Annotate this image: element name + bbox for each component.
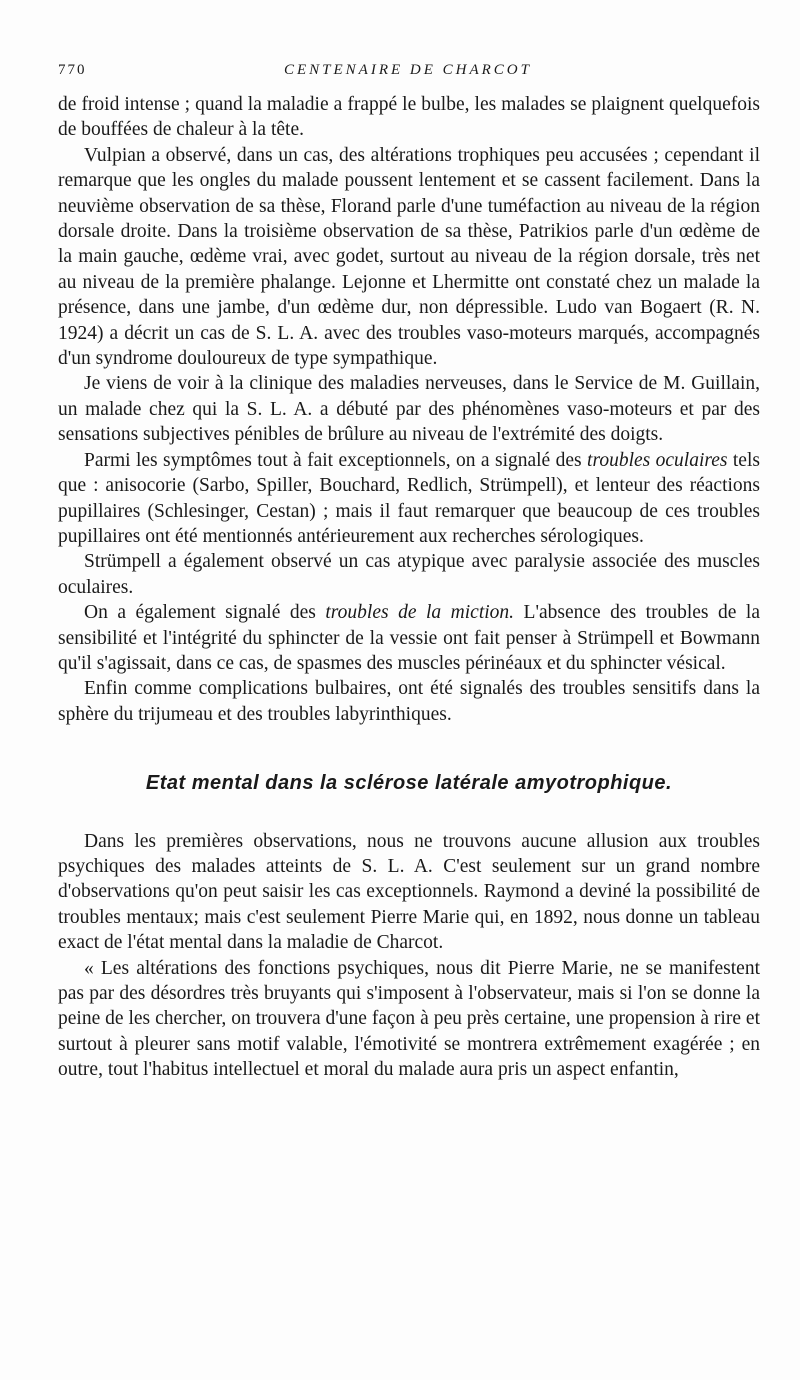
paragraph-4	[58, 448, 760, 550]
paragraph-9: « Les altérations des fonctions psychiques, nous dit Pierre Marie, ne se manifestent pas par des désordres très bruyants qui s'imposent à l'observateur, mais si l'on se donne la peine de les chercher, on trouvera d'une façon à peu près certaine, une propension à rire et surtout à pleurer sans motif valable, l'émotivité se montrera extrêmement exagérée ; en outre, tout l'habitus intellectuel et moral du malade aura pris un aspect enfantin,	[58, 957, 760, 1081]
paragraph-4-start: Parmi les symptômes tout à fait exceptionnels, on a signalé des	[84, 449, 588, 471]
paragraph-6-end: L'absence des troubles de la sensibilité et l'intégrité du sphincter de la vessie ont fait penser à Strümpell et Bowmann qu'il s'agissait, dans ce cas, de spasmes des muscles périnéaux et du sphincter vésical.	[58, 602, 760, 674]
paragraph-3: Je viens de voir à la clinique des maladies nerveuses, dans le Service de M. Guillain, un malade chez qui la S. L. A. a débuté par des phénomènes vaso-moteurs et par des sensations subjectives pénibles de brûlure au niveau de l'extrémité des doigts.	[58, 373, 760, 446]
paragraph-4-end: tels que : anisocorie (Sarbo, Spiller, Bouchard, Redlich, Strümpell), et lenteur des réactions pupillaires (Schlesinger, Cestan) ; mais il faut remarquer que beaucoup de ces troubles pupillaires ont été mentionnés antérieurement aux recherches sérologiques.	[58, 449, 760, 547]
paragraph-6-start: On a également signalé des	[84, 602, 326, 624]
running-head: CENTENAIRE DE CHARCOT	[283, 62, 532, 78]
paragraph-1: de froid intense ; quand la maladie a frappé le bulbe, les malades se plaignent quelquefois de bouffées de chaleur à la tête.	[58, 94, 760, 141]
paragraph-2: Vulpian a observé, dans un cas, des altérations trophiques peu accusées ; cependant il remarque que les ongles du malade poussent lentement et se cassent facilement. Dans la neuvième observation de sa thèse, Florand parle d'une tuméfaction au niveau de la région dorsale droite. Dans la troisième observation de sa thèse, Patrikios parle d'un œdème de la main gauche, œdème vrai, avec godet, surtout au niveau de la région dorsale, très net au niveau de la première phalange. Lejonne et Lhermitte ont constaté chez un malade la présence, dans une jambe, d'un œdème dur, non dépressible. Ludo van Bogaert (R. N. 1924) a décrit un cas de S. L. A. avec des troubles vaso-moteurs marqués, accompagnés d'un syndrome douloureux de type sympathique.	[58, 144, 760, 370]
paragraph-5: Strümpell a également observé un cas atypique avec paralysie associée des muscles oculaires.	[58, 551, 760, 598]
paragraph-6-emphasis: troubles de la miction.	[325, 602, 515, 624]
paragraph-7: Enfin comme complications bulbaires, ont été signalés des troubles sensitifs dans la sphère du trijumeau et des troubles labyrinthiques.	[58, 678, 760, 725]
body-text	[58, 92, 760, 1083]
paragraph-8: Dans les premières observations, nous ne trouvons aucune allusion aux troubles psychiques des malades atteints de S. L. A. C'est seulement sur un grand nombre d'observations qu'on peut saisir les cas exceptionnels. Raymond a deviné la possibilité de troubles mentaux; mais c'est seulement Pierre Marie qui, en 1892, nous donne un tableau exact de l'état mental dans la maladie de Charcot.	[58, 830, 760, 954]
section-title: Etat mental dans la sclérose latérale amyotrophique.	[145, 772, 673, 795]
page-number: 770	[58, 62, 87, 78]
paragraph-6	[58, 600, 760, 676]
paragraph-4-emphasis: troubles oculaires	[587, 449, 728, 471]
